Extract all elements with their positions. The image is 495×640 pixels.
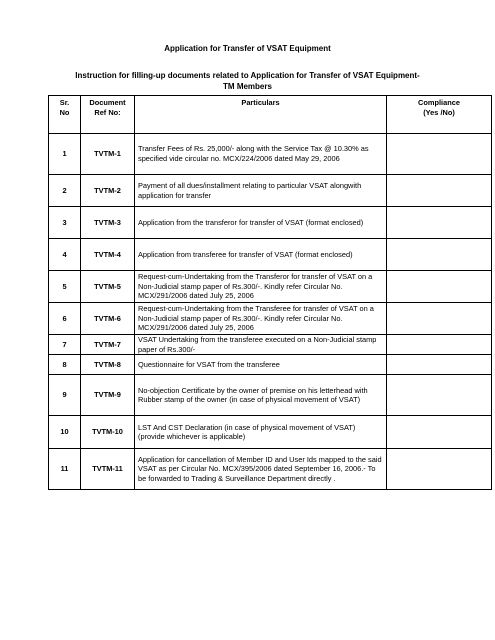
table-row [49,355,492,375]
header-particulars: Particulars [135,96,387,134]
header-compliance-line2: (Yes /No) [423,107,455,117]
row-particulars: No-objection Certificate by the owner of premise on his letterhead with Rubber stamp of the owner (in case of physical movement of VSAT) [135,375,387,416]
row-compliance-cell[interactable] [387,449,492,490]
row-particulars: Application for cancellation of Member ID and User Ids mapped to the said VSAT as per Circular No. MCX/395/2006 dated September 16, 2006.- To be forwarded to Trading & Surveillance Department directly . [135,449,387,490]
row-particulars: Application from transferee for transfer of VSAT (format enclosed) [135,239,387,271]
row-sr-no: 7 [49,335,81,355]
row-compliance-cell[interactable] [387,134,492,175]
row-doc-ref: TVTM-1 [81,134,135,175]
instruction-line-2: TM Members [223,82,272,91]
row-doc-ref: TVTM-10 [81,416,135,449]
row-sr-no: 1 [49,134,81,175]
row-compliance-cell[interactable] [387,335,492,355]
row-doc-ref: TVTM-5 [81,271,135,303]
row-particulars: VSAT Undertaking from the transferee executed on a Non-Judicial stamp paper of Rs.300/- [135,335,387,355]
table-row [49,175,492,207]
header-compliance-line1: Compliance [418,98,460,107]
row-sr-no: 3 [49,207,81,239]
header-sr-line2: No [59,107,70,117]
table-row [49,449,492,490]
row-compliance-cell[interactable] [387,355,492,375]
documents-table [48,95,492,490]
table-row [49,271,492,303]
row-compliance-cell[interactable] [387,416,492,449]
row-particulars: LST And CST Declaration (in case of physical movement of VSAT) (provide whichever is applicable) [135,416,387,449]
table-row [49,134,492,175]
row-doc-ref: TVTM-3 [81,207,135,239]
row-particulars: Questionnaire for VSAT from the transferee [135,355,387,375]
row-sr-no: 8 [49,355,81,375]
table-row [49,303,492,335]
row-compliance-cell[interactable] [387,175,492,207]
row-compliance-cell[interactable] [387,239,492,271]
document-title: Application for Transfer of VSAT Equipment [164,44,331,53]
row-sr-no: 11 [49,449,81,490]
table-row [49,335,492,355]
table-row [49,416,492,449]
header-sr-no [49,96,81,134]
row-sr-no: 9 [49,375,81,416]
row-compliance-cell[interactable] [387,303,492,335]
row-doc-ref: TVTM-4 [81,239,135,271]
row-doc-ref: TVTM-7 [81,335,135,355]
header-compliance [387,96,492,134]
row-doc-ref: TVTM-8 [81,355,135,375]
row-doc-ref: TVTM-2 [81,175,135,207]
row-particulars: Application from the transferor for transfer of VSAT (format enclosed) [135,207,387,239]
row-doc-ref: TVTM-9 [81,375,135,416]
row-particulars: Payment of all dues/installment relating to particular VSAT alongwith application for transfer [135,175,387,207]
row-sr-no: 5 [49,271,81,303]
row-particulars: Request-cum-Undertaking from the Transferor for transfer of VSAT on a Non-Judicial stamp paper of Rs.300/-. Kindly refer Circular No. MCX/291/2006 dated July 25, 2006 [135,271,387,303]
header-doc-ref [81,96,135,134]
row-sr-no: 10 [49,416,81,449]
row-particulars: Transfer Fees of Rs. 25,000/- along with the Service Tax @ 10.30% as specified vide circular no. MCX/224/2006 dated May 29, 2006 [135,134,387,175]
row-compliance-cell[interactable] [387,375,492,416]
row-compliance-cell[interactable] [387,271,492,303]
row-sr-no: 2 [49,175,81,207]
table-header-row [49,96,492,134]
header-ref-line1: Document [89,98,126,107]
row-doc-ref: TVTM-6 [81,303,135,335]
row-particulars: Request-cum-Undertaking from the Transferee for transfer of VSAT on a Non-Judicial stamp paper of Rs.300/-. Kindly refer Circular No. MCX/291/2006 dated July 25, 2006 [135,303,387,335]
row-compliance-cell[interactable] [387,207,492,239]
row-doc-ref: TVTM-11 [81,449,135,490]
row-sr-no: 6 [49,303,81,335]
table-row [49,239,492,271]
instruction-heading [0,70,495,92]
row-sr-no: 4 [49,239,81,271]
table-row [49,207,492,239]
table-row [49,375,492,416]
header-ref-line2: Ref No: [94,107,121,117]
instruction-line-1: Instruction for filling-up documents related to Application for Transfer of VSAT Equipment- [75,71,420,80]
header-sr-line1: Sr. [59,98,70,107]
